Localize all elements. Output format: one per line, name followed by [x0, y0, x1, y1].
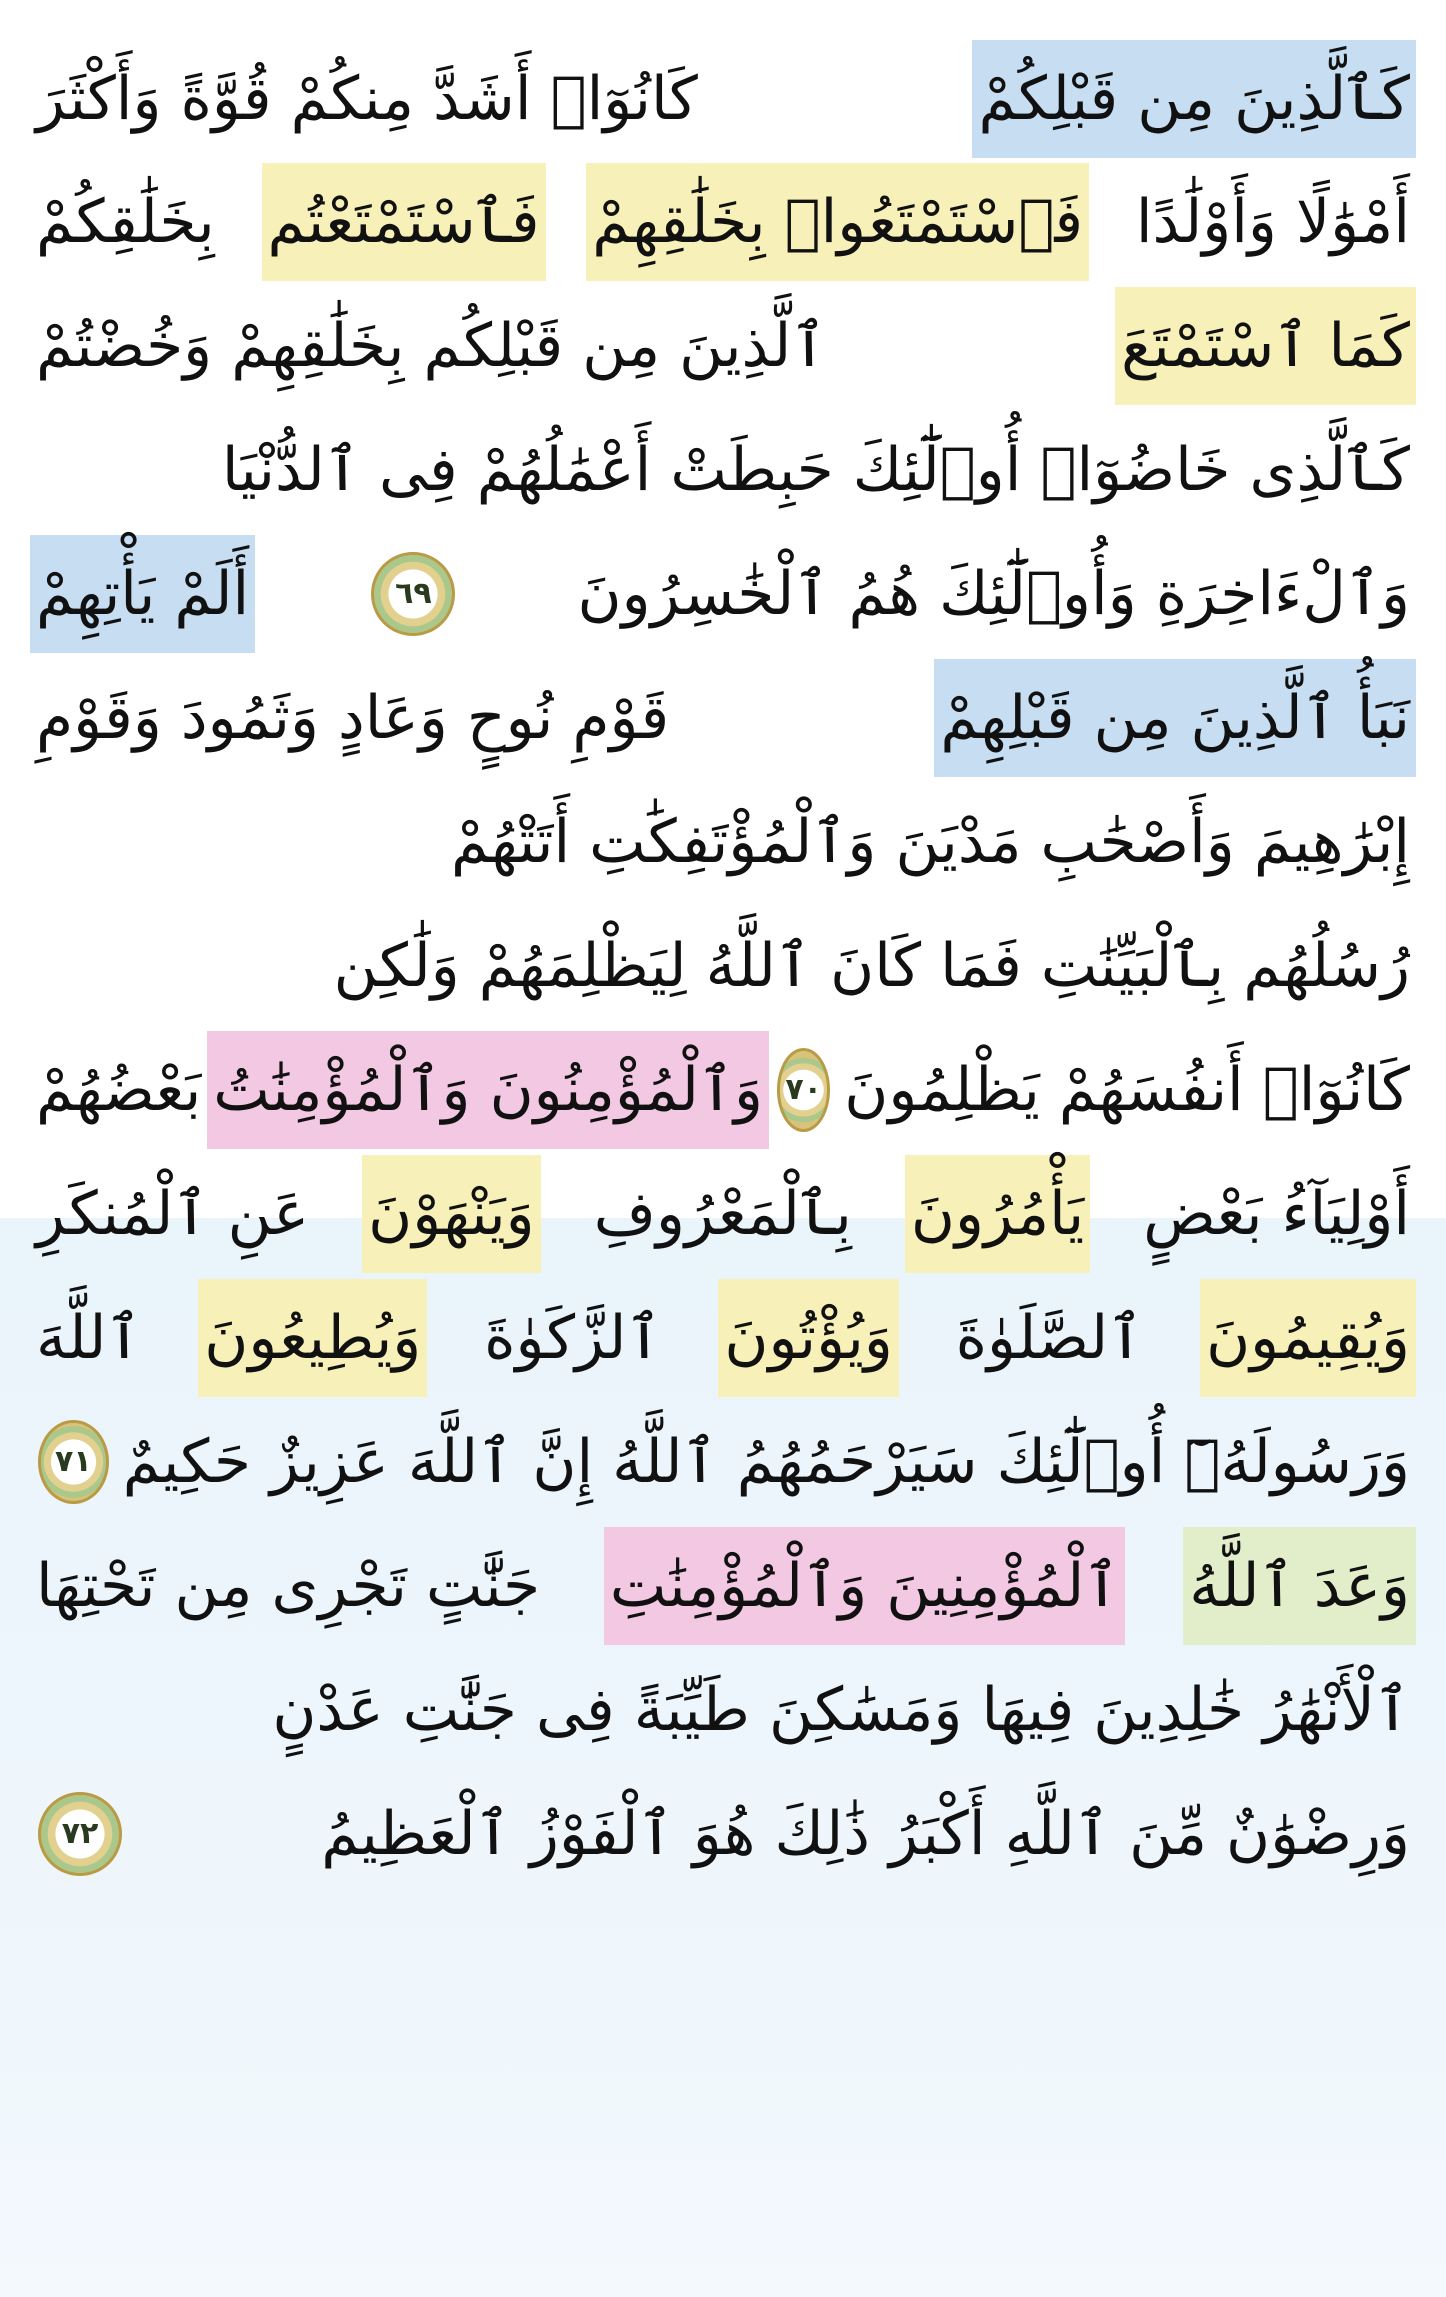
verse-line	[30, 659, 1416, 777]
highlighted-phrase: كَمَا ٱسْتَمْتَعَ	[1115, 287, 1416, 405]
verse-line	[30, 40, 1416, 158]
highlighted-phrase: وَيَنْهَوْنَ	[362, 1155, 541, 1273]
verse-line	[30, 1775, 1416, 1893]
verse-text: وَٱلْءَاخِرَةِ وَأُو۟لَٰٓئِكَ هُمُ ٱلْخَٰسِرُونَ	[577, 559, 1410, 629]
verse-text: رُسُلُهُم بِٱلْبَيِّنَٰتِ فَمَا كَانَ ٱللَّهُ لِيَظْلِمَهُمْ وَلَٰكِن	[333, 931, 1410, 1001]
highlighted-phrase: وَٱلْمُؤْمِنُونَ وَٱلْمُؤْمِنَٰتُ	[207, 1031, 769, 1149]
verse-line	[30, 1403, 1416, 1521]
ayah-number-marker: ٧٠	[777, 1048, 830, 1132]
verse-text: عَنِ ٱلْمُنكَرِ	[36, 1179, 310, 1249]
highlighted-phrase: ٱلْمُؤْمِنِينَ وَٱلْمُؤْمِنَٰتِ	[604, 1527, 1125, 1645]
verse-text: ٱلْأَنْهَٰرُ خَٰلِدِينَ فِيهَا وَمَسَٰكِنَ طَيِّبَةً فِى جَنَّٰتِ عَدْنٍ	[272, 1675, 1410, 1745]
verse-line	[30, 1651, 1416, 1769]
ayah-number-marker: ٦٩	[371, 552, 455, 636]
highlighted-phrase: وَعَدَ ٱللَّهُ	[1183, 1527, 1416, 1645]
verse-line	[30, 163, 1416, 281]
highlighted-phrase: وَيُؤْتُونَ	[718, 1279, 898, 1397]
verse-line	[30, 1031, 1416, 1149]
verse-text: جَنَّٰتٍ تَجْرِى مِن تَحْتِهَا	[36, 1551, 541, 1621]
verse-line	[30, 1155, 1416, 1273]
verse-line	[30, 287, 1416, 405]
verse-text: قَوْمِ نُوحٍ وَعَادٍ وَثَمُودَ وَقَوْمِ	[36, 683, 670, 753]
verse-text: بِٱلْمَعْرُوفِ	[593, 1179, 852, 1249]
highlighted-phrase: فَٱسْتَمْتَعُوا۟ بِخَلَٰقِهِمْ	[586, 163, 1089, 281]
ayah-number-marker: ٧٢	[38, 1792, 122, 1876]
verse-line	[30, 783, 1416, 901]
verse-text: ٱلَّذِينَ مِن قَبْلِكُم بِخَلَٰقِهِمْ وَخُضْتُمْ	[36, 311, 827, 381]
verse-text: وَرَسُولَهُۥٓ أُو۟لَٰٓئِكَ سَيَرْحَمُهُمُ ٱللَّهُ إِنَّ ٱللَّهَ عَزِيزٌ حَكِيمٌ	[122, 1427, 1410, 1497]
highlighted-phrase: أَلَمْ يَأْتِهِمْ	[30, 535, 255, 653]
highlighted-phrase: وَيُطِيعُونَ	[198, 1279, 427, 1397]
verse-text: كَانُوٓا۟ أَشَدَّ مِنكُمْ قُوَّةً وَأَكْثَرَ	[36, 64, 698, 134]
verse-text: أَمْوَٰلًا وَأَوْلَٰدًا	[1135, 187, 1410, 257]
highlighted-phrase: وَيُقِيمُونَ	[1200, 1279, 1416, 1397]
verse-line	[30, 535, 1416, 653]
verse-line	[30, 907, 1416, 1025]
verse-text: ٱلصَّلَوٰةَ	[955, 1303, 1144, 1373]
verse-text: ٱللَّهَ	[36, 1303, 142, 1373]
verse-line	[30, 1279, 1416, 1397]
verse-text: بَعْضُهُمْ	[36, 1055, 202, 1125]
verse-line	[30, 411, 1416, 529]
verse-text: وَرِضْوَٰنٌ مِّنَ ٱللَّهِ أَكْبَرُ ذَٰلِكَ هُوَ ٱلْفَوْزُ ٱلْعَظِيمُ	[321, 1799, 1410, 1869]
ayah-number-marker: ٧١	[38, 1420, 109, 1504]
highlighted-phrase: يَأْمُرُونَ	[905, 1155, 1090, 1273]
verse-line	[30, 1527, 1416, 1645]
verse-text: بِخَلَٰقِكُمْ	[36, 187, 215, 257]
verse-text: كَانُوٓا۟ أَنفُسَهُمْ يَظْلِمُونَ	[844, 1055, 1410, 1125]
highlighted-phrase: فَٱسْتَمْتَعْتُم	[262, 163, 546, 281]
verse-text: ٱلزَّكَوٰةَ	[484, 1303, 662, 1373]
highlighted-phrase: كَٱلَّذِينَ مِن قَبْلِكُمْ	[972, 40, 1416, 158]
verse-text: كَٱلَّذِى خَاضُوٓا۟ أُو۟لَٰٓئِكَ حَبِطَتْ أَعْمَٰلُهُمْ فِى ٱلدُّنْيَا	[221, 435, 1410, 505]
highlighted-phrase: نَبَأُ ٱلَّذِينَ مِن قَبْلِهِمْ	[934, 659, 1416, 777]
verse-text: أَوْلِيَآءُ بَعْضٍ	[1143, 1179, 1410, 1249]
verse-text: إِبْرَٰهِيمَ وَأَصْحَٰبِ مَدْيَنَ وَٱلْمُؤْتَفِكَٰتِ أَتَتْهُمْ	[451, 807, 1410, 877]
